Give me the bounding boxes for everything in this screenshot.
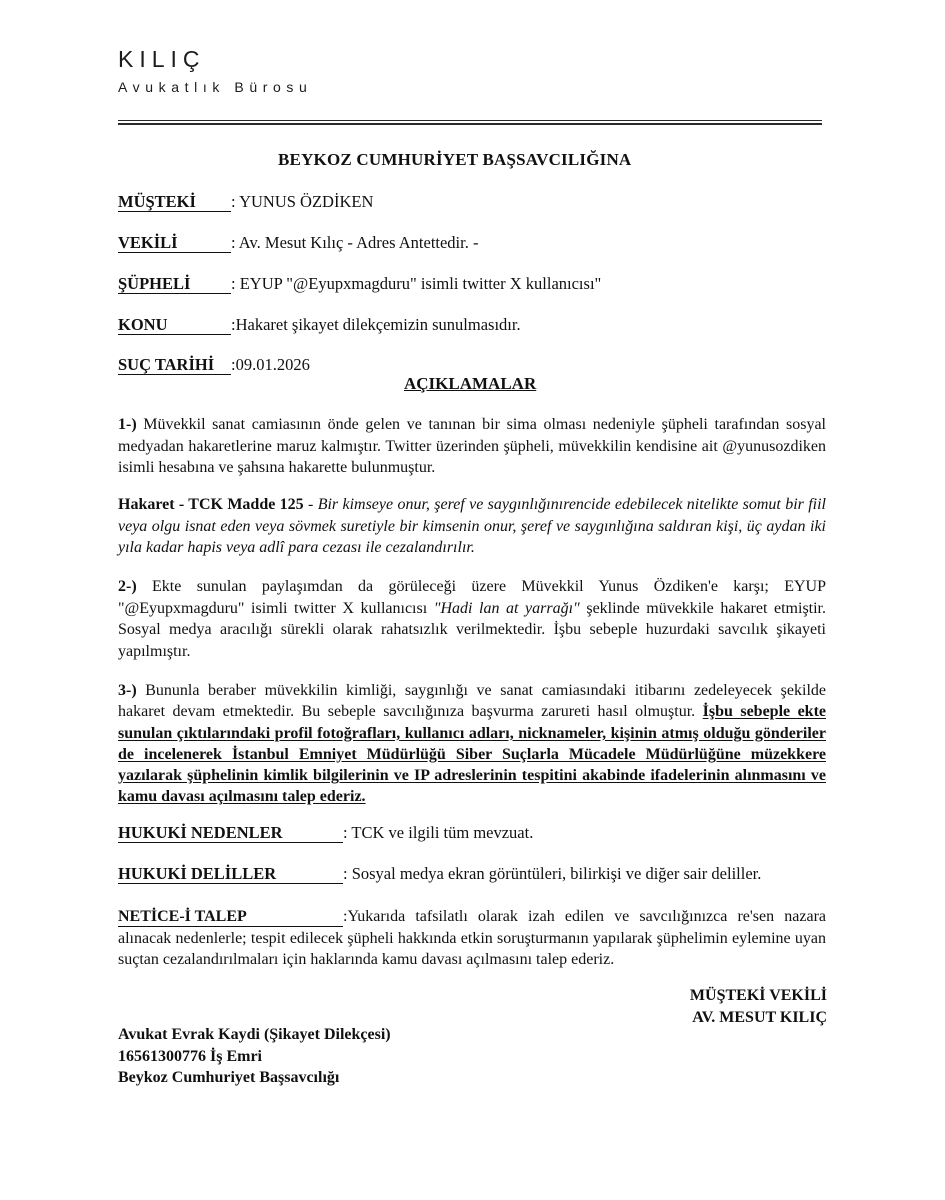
field-hukuki-deliller	[118, 864, 761, 884]
field-suc-tarihi-value: :09.01.2026	[231, 355, 310, 374]
paragraph-2-quote: "Hadi lan at yarrağı"	[433, 599, 580, 617]
netice-talep	[118, 906, 826, 971]
field-vekili-label: VEKİLİ	[118, 234, 231, 253]
law-paragraph	[118, 494, 826, 559]
field-konu-label: KONU	[118, 316, 231, 335]
footer-registry	[118, 1024, 391, 1089]
field-konu-value: :Hakaret şikayet dilekçemizin sunulmasıdır.	[231, 315, 521, 334]
law-dash: -	[303, 496, 318, 513]
field-hukuki-deliller-label: HUKUKİ DELİLLER	[118, 865, 343, 884]
field-vekili-value: : Av. Mesut Kılıç - Adres Antettedir. -	[231, 233, 479, 252]
field-hukuki-nedenler-value: : TCK ve ilgili tüm mevzuat.	[343, 823, 534, 842]
letterhead-name: KILIÇ	[118, 46, 206, 72]
netice-talep-text: :Yukarıda tafsilatlı olarak izah edilen ve savcılığınızca re'sen nazara alınacak nedenlerle; tespit edilecek şüpheli hakkında etkin soruşturmanın yapılarak şüphelimin eylemine uyan suçtan cezalandırılmaları için haklarında kamu davası açılmasını talep ederiz.	[118, 908, 826, 968]
field-supheli-label: ŞÜPHELİ	[118, 275, 231, 294]
field-konu	[118, 315, 521, 335]
paragraph-1-number: 1-)	[118, 416, 137, 433]
signature-title: MÜŞTEKİ VEKİLİ	[689, 987, 827, 1004]
law-heading: Hakaret - TCK Madde 125	[118, 496, 304, 513]
field-suc-tarihi-label: SUÇ TARİHİ	[118, 356, 231, 375]
field-supheli	[118, 274, 601, 294]
law-text: Bir kimseye onur, şeref ve saygınlığınırencide edebilecek nitelikte somut bir fiil veya olgu isnat eden veya sövmek suretiyle bir kimsenin onur, şeref ve saygınlığına saldıran kişi, üç aydan iki yıla kadar hapis veya adlî para cezası ile cezalandırılır.	[118, 496, 827, 556]
paragraph-3-request-underlined: İşbu sebeple ekte sunulan çıktılarındaki profil fotoğrafları, kullanıcı adları, nicknameler, kişinin atmış olduğu gönderiler de incelenerek İstanbul Emniyet Müdürlüğü Siber Suçlarla Mücadele Müdürlüğüne müzekkere yazılarak şüphelinin kimlik bilgilerinin ve IP adreslerinin tespitini akabinde ifadelerinin alınmasını ve kamu davası açılmasını talep ederiz.	[118, 703, 827, 806]
signature-block	[690, 985, 827, 1029]
field-vekili	[118, 233, 478, 253]
field-hukuki-nedenler-label: HUKUKİ NEDENLER	[118, 824, 343, 843]
paragraph-1	[118, 414, 826, 479]
paragraph-3-number: 3-)	[118, 682, 137, 699]
field-musteki-value: : YUNUS ÖZDİKEN	[231, 192, 374, 211]
paragraph-3	[118, 680, 826, 808]
field-musteki-label: MÜŞTEKİ	[118, 193, 231, 212]
signature-name: AV. MESUT KILIÇ	[692, 1009, 827, 1026]
field-musteki	[118, 192, 373, 212]
section-title-aciklamalar: AÇIKLAMALAR	[404, 374, 537, 393]
field-hukuki-deliller-value: : Sosyal medya ekran görüntüleri, bilirkişi ve diğer sair deliller.	[343, 864, 762, 883]
paragraph-2-number: 2-)	[118, 578, 137, 595]
paragraph-2	[118, 576, 826, 662]
letterhead-subtitle: Avukatlık Bürosu	[118, 79, 313, 95]
paragraph-3-text-a: Bununla beraber müvekkilin kimliği, saygınlığı ve sanat camiasındaki itibarını zedeleyecek şekilde hakaret devam etmektedir. Bu sebeple savcılığınıza başvurma zarureti hasıl olmuştur.	[118, 682, 826, 721]
field-hukuki-nedenler	[118, 823, 533, 843]
footer-line-3: Beykoz Cumhuriyet Başsavcılığı	[118, 1069, 340, 1086]
paragraph-1-text: Müvekkil sanat camiasının önde gelen ve tanınan bir sima olması nedeniyle şüpheli tarafından sosyal medyadan hakaretlerine maruz kalmıştır. Twitter üzerinden şüpheli, müvekkilin kendisine ait @yunusozdiken isimli hesabına ve şahsına hakarette bulunmuştur.	[118, 416, 826, 476]
footer-line-1: Avukat Evrak Kaydi (Şikayet Dilekçesi)	[118, 1026, 391, 1043]
netice-talep-label: NETİCE-İ TALEP	[118, 908, 343, 927]
footer-line-2: 16561300776 İş Emri	[118, 1047, 262, 1065]
paragraph-2-text-b: şeklinde müvekkile hakaret etmiştir. Sosyal medya aracılığı sürekli olarak rahatsızlık verilmektedir. İşbu sebeple huzurdaki savcılık şikayeti yapılmıştır.	[118, 599, 827, 660]
header-divider	[118, 120, 822, 125]
document-title: BEYKOZ CUMHURİYET BAŞSAVCILIĞINA	[278, 150, 632, 169]
paragraph-2-text-a: Ekte sunulan paylaşımdan da görüleceği üzere Müvekkil Yunus Özdiken'e karşı; EYUP "@Eyupxmagduru" isimli twitter X kullanıcısı	[118, 578, 826, 617]
field-suc-tarihi	[118, 355, 310, 375]
field-supheli-value: : EYUP "@Eyupxmagduru" isimli twitter X kullanıcısı"	[231, 274, 602, 293]
